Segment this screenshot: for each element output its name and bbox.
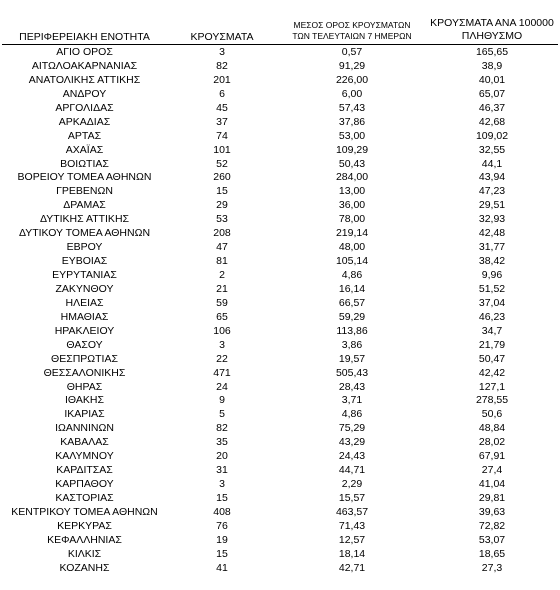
table-row bbox=[0, 74, 560, 88]
per-100k-cell: 38,9 bbox=[481, 59, 503, 72]
avg-7day-cell: 13,00 bbox=[338, 185, 366, 198]
avg-7day-cell: 44,71 bbox=[338, 464, 366, 477]
cases-cell: 59 bbox=[216, 296, 228, 309]
avg-7day-cell: 463,57 bbox=[335, 505, 369, 518]
region-cell: ΑΝΔΡΟΥ bbox=[62, 87, 107, 100]
table-row bbox=[0, 283, 560, 297]
cases-cell: 82 bbox=[216, 59, 228, 72]
cases-cell: 76 bbox=[216, 519, 228, 532]
per-100k-cell: 32,93 bbox=[478, 213, 506, 226]
per-100k-cell: 65,07 bbox=[478, 87, 506, 100]
cases-cell: 408 bbox=[213, 505, 231, 518]
avg-7day-cell: 28,43 bbox=[338, 380, 366, 393]
header-7day-average bbox=[278, 20, 426, 42]
avg-7day-cell: 2,29 bbox=[341, 478, 363, 491]
cases-cell: 22 bbox=[216, 352, 228, 365]
table-row bbox=[0, 506, 560, 520]
region-cell: ΑΧΑΪΑΣ bbox=[65, 143, 104, 156]
region-cell: ΑΙΤΩΛΟΑΚΑΡΝΑΝΙΑΣ bbox=[31, 59, 138, 72]
table-row bbox=[0, 436, 560, 450]
cases-cell: 106 bbox=[213, 324, 231, 337]
per-100k-cell: 165,65 bbox=[475, 46, 509, 58]
cases-cell: 3 bbox=[219, 46, 225, 58]
avg-7day-cell: 226,00 bbox=[335, 73, 369, 86]
avg-7day-cell: 36,00 bbox=[338, 199, 366, 212]
region-cell: ΓΡΕΒΕΝΩΝ bbox=[56, 185, 113, 198]
avg-7day-cell: 4,86 bbox=[341, 269, 363, 281]
table-row bbox=[0, 46, 560, 60]
cases-cell: 74 bbox=[216, 129, 228, 142]
avg-7day-cell: 24,43 bbox=[338, 450, 366, 463]
per-100k-cell: 29,51 bbox=[478, 199, 506, 212]
table-row bbox=[0, 520, 560, 534]
per-100k-cell: 278,55 bbox=[475, 394, 509, 407]
table-row bbox=[0, 450, 560, 464]
region-cell: ΗΛΕΙΑΣ bbox=[65, 296, 104, 309]
cases-cell: 5 bbox=[219, 408, 225, 421]
per-100k-cell: 40,01 bbox=[478, 73, 506, 86]
cases-cell: 9 bbox=[219, 394, 225, 407]
per-100k-cell: 67,91 bbox=[478, 450, 506, 463]
table-row bbox=[0, 102, 560, 116]
avg-7day-cell: 6,00 bbox=[341, 87, 363, 100]
table-row bbox=[0, 227, 560, 241]
table-row bbox=[0, 311, 560, 325]
table-row bbox=[0, 478, 560, 492]
cases-cell: 15 bbox=[216, 185, 228, 198]
per-100k-cell: 109,02 bbox=[475, 129, 509, 142]
table-row bbox=[0, 297, 560, 311]
per-100k-cell: 42,42 bbox=[478, 366, 506, 379]
region-cell: ΙΩΑΝΝΙΝΩΝ bbox=[55, 422, 114, 435]
cases-cell: 52 bbox=[216, 157, 228, 170]
region-cell: ΚΑΣΤΟΡΙΑΣ bbox=[55, 492, 114, 504]
cases-cell: 15 bbox=[216, 492, 228, 504]
table-row bbox=[0, 199, 560, 213]
table-row bbox=[0, 213, 560, 227]
region-cell: ΚΑΒΑΛΑΣ bbox=[60, 436, 109, 449]
header-cases-per-100k-line1: ΚΡΟΥΣΜΑΤΑ ΑΝΑ 100000 bbox=[430, 17, 554, 29]
cases-cell: 21 bbox=[216, 282, 228, 295]
header-cases-per-100k bbox=[425, 17, 559, 43]
region-cell: ΖΑΚΥΝΘΟΥ bbox=[55, 282, 114, 295]
per-100k-cell: 50,47 bbox=[478, 352, 506, 365]
per-100k-cell: 72,82 bbox=[478, 519, 506, 532]
region-cell: ΚΑΡΠΑΘΟΥ bbox=[55, 478, 114, 491]
region-cell: ΑΡΓΟΛΙΔΑΣ bbox=[55, 101, 114, 114]
table-row bbox=[0, 88, 560, 102]
avg-7day-cell: 48,00 bbox=[338, 241, 366, 254]
table-row bbox=[0, 534, 560, 548]
cases-cell: 29 bbox=[216, 199, 228, 212]
header-cases: ΚΡΟΥΣΜΑΤΑ bbox=[190, 31, 254, 43]
region-cell: ΘΑΣΟΥ bbox=[66, 338, 103, 351]
table-row bbox=[0, 60, 560, 74]
header-cases-per-100k-line2: ΠΛΗΘΥΣΜΟ bbox=[461, 30, 523, 42]
region-cell: ΚΙΛΚΙΣ bbox=[67, 547, 102, 560]
header-region: ΠΕΡΙΦΕΡΕΙΑΚΗ ΕΝΟΤΗΤΑ bbox=[19, 31, 150, 43]
cases-cell: 6 bbox=[219, 87, 225, 100]
avg-7day-cell: 37,86 bbox=[338, 115, 366, 128]
region-cell: ΗΜΑΘΙΑΣ bbox=[60, 310, 109, 323]
per-100k-cell: 46,37 bbox=[478, 101, 506, 114]
region-cell: ΘΕΣΠΡΩΤΙΑΣ bbox=[51, 352, 118, 365]
region-cell: ΚΟΖΑΝΗΣ bbox=[59, 561, 110, 574]
per-100k-cell: 53,07 bbox=[478, 533, 506, 546]
region-cell: ΚΑΡΔΙΤΣΑΣ bbox=[56, 464, 113, 477]
avg-7day-cell: 57,43 bbox=[338, 101, 366, 114]
avg-7day-cell: 12,57 bbox=[338, 533, 366, 546]
region-cell: ΒΟΡΕΙΟΥ ΤΟΜΕΑ ΑΘΗΝΩΝ bbox=[17, 171, 152, 184]
table-row bbox=[0, 255, 560, 269]
avg-7day-cell: 505,43 bbox=[335, 366, 369, 379]
region-cell: ΑΝΑΤΟΛΙΚΗΣ ΑΤΤΙΚΗΣ bbox=[28, 73, 141, 86]
cases-cell: 82 bbox=[216, 422, 228, 435]
table-row bbox=[0, 339, 560, 353]
region-cell: ΘΕΣΣΑΛΟΝΙΚΗΣ bbox=[43, 366, 126, 379]
per-100k-cell: 32,55 bbox=[478, 143, 506, 156]
avg-7day-cell: 18,14 bbox=[338, 547, 366, 560]
table-row bbox=[0, 130, 560, 144]
cases-cell: 2 bbox=[219, 269, 225, 281]
avg-7day-cell: 219,14 bbox=[335, 227, 369, 240]
cases-cell: 47 bbox=[216, 241, 228, 254]
per-100k-cell: 28,02 bbox=[478, 436, 506, 449]
region-cell: ΑΡΤΑΣ bbox=[67, 129, 102, 142]
per-100k-cell: 18,65 bbox=[478, 547, 506, 560]
per-100k-cell: 42,68 bbox=[478, 115, 506, 128]
table-row bbox=[0, 464, 560, 478]
cases-cell: 3 bbox=[219, 478, 225, 491]
cases-cell: 35 bbox=[216, 436, 228, 449]
per-100k-cell: 127,1 bbox=[478, 380, 506, 393]
table-row bbox=[0, 367, 560, 381]
region-cell: ΗΡΑΚΛΕΙΟΥ bbox=[54, 324, 115, 337]
table-row bbox=[0, 158, 560, 172]
header-divider bbox=[2, 44, 558, 45]
avg-7day-cell: 19,57 bbox=[338, 352, 366, 365]
avg-7day-cell: 16,14 bbox=[338, 282, 366, 295]
per-100k-cell: 41,04 bbox=[478, 478, 506, 491]
table-row bbox=[0, 144, 560, 158]
region-cell: ΚΕΝΤΡΙΚΟΥ ΤΟΜΕΑ ΑΘΗΝΩΝ bbox=[11, 505, 158, 518]
avg-7day-cell: 0,57 bbox=[341, 46, 363, 58]
avg-7day-cell: 109,29 bbox=[335, 143, 369, 156]
region-cell: ΘΗΡΑΣ bbox=[66, 380, 103, 393]
avg-7day-cell: 71,43 bbox=[338, 519, 366, 532]
per-100k-cell: 50,6 bbox=[481, 408, 503, 421]
table-row bbox=[0, 325, 560, 339]
per-100k-cell: 27,3 bbox=[481, 561, 503, 574]
avg-7day-cell: 3,86 bbox=[341, 338, 363, 351]
cases-cell: 20 bbox=[216, 450, 228, 463]
avg-7day-cell: 4,86 bbox=[341, 408, 363, 421]
region-cell: ΔΡΑΜΑΣ bbox=[63, 199, 106, 212]
per-100k-cell: 31,77 bbox=[478, 241, 506, 254]
region-cell: ΕΥΡΥΤΑΝΙΑΣ bbox=[52, 269, 117, 281]
region-cell: ΚΕΦΑΛΛΗΝΙΑΣ bbox=[47, 533, 122, 546]
avg-7day-cell: 113,86 bbox=[336, 324, 368, 337]
cases-cell: 45 bbox=[216, 101, 228, 114]
table-row bbox=[0, 422, 560, 436]
per-100k-cell: 29,81 bbox=[478, 492, 506, 504]
cases-cell: 31 bbox=[216, 464, 228, 477]
avg-7day-cell: 105,14 bbox=[335, 255, 369, 268]
cases-cell: 3 bbox=[219, 338, 225, 351]
table-row bbox=[0, 171, 560, 185]
avg-7day-cell: 59,29 bbox=[338, 310, 366, 323]
table-row bbox=[0, 269, 560, 283]
header-7day-average-line2: ΤΩΝ ΤΕΛΕΥΤΑΙΩΝ 7 ΗΜΕΡΩΝ bbox=[292, 31, 412, 41]
table-row bbox=[0, 408, 560, 422]
cases-cell: 101 bbox=[213, 143, 231, 156]
avg-7day-cell: 3,71 bbox=[341, 394, 363, 407]
region-cell: ΚΕΡΚΥΡΑΣ bbox=[57, 519, 112, 532]
per-100k-cell: 27,4 bbox=[481, 464, 503, 477]
avg-7day-cell: 91,29 bbox=[338, 59, 366, 72]
header-7day-average-line1: ΜΕΣΟΣ ΟΡΟΣ ΚΡΟΥΣΜΑΤΩΝ bbox=[293, 20, 411, 30]
per-100k-cell: 51,52 bbox=[478, 282, 506, 295]
region-cell: ΙΘΑΚΗΣ bbox=[65, 394, 104, 407]
cases-cell: 81 bbox=[216, 255, 228, 268]
per-100k-cell: 47,23 bbox=[478, 185, 506, 198]
cases-cell: 41 bbox=[216, 561, 228, 574]
region-cell: ΕΥΒΟΙΑΣ bbox=[61, 255, 108, 268]
per-100k-cell: 39,63 bbox=[478, 505, 506, 518]
table-row bbox=[0, 492, 560, 506]
per-100k-cell: 37,04 bbox=[478, 296, 506, 309]
cases-cell: 19 bbox=[216, 533, 228, 546]
table-row bbox=[0, 185, 560, 199]
region-cell: ΔΥΤΙΚΟΥ ΤΟΜΕΑ ΑΘΗΝΩΝ bbox=[18, 227, 151, 240]
table-row bbox=[0, 353, 560, 367]
region-cell: ΒΟΙΩΤΙΑΣ bbox=[60, 157, 109, 170]
table-row bbox=[0, 381, 560, 395]
cases-cell: 65 bbox=[216, 310, 228, 323]
table-row bbox=[0, 241, 560, 255]
table-body bbox=[0, 46, 560, 576]
cases-cell: 260 bbox=[213, 171, 231, 184]
cases-cell: 471 bbox=[213, 366, 231, 379]
avg-7day-cell: 50,43 bbox=[338, 157, 366, 170]
per-100k-cell: 46,23 bbox=[478, 310, 506, 323]
cases-cell: 53 bbox=[216, 213, 228, 226]
region-cell: ΑΡΚΑΔΙΑΣ bbox=[58, 115, 111, 128]
per-100k-cell: 34,7 bbox=[481, 324, 503, 337]
region-cell: ΔΥΤΙΚΗΣ ΑΤΤΙΚΗΣ bbox=[39, 213, 130, 226]
avg-7day-cell: 15,57 bbox=[338, 492, 366, 504]
cases-cell: 201 bbox=[213, 73, 231, 86]
per-100k-cell: 48,84 bbox=[478, 422, 506, 435]
cases-cell: 37 bbox=[216, 115, 228, 128]
cases-cell: 15 bbox=[216, 547, 228, 560]
per-100k-cell: 21,79 bbox=[478, 338, 506, 351]
region-cell: ΑΓΙΟ ΟΡΟΣ bbox=[56, 46, 113, 58]
table-row bbox=[0, 394, 560, 408]
region-cell: ΚΑΛΥΜΝΟΥ bbox=[55, 450, 114, 463]
per-100k-cell: 38,42 bbox=[478, 255, 506, 268]
avg-7day-cell: 284,00 bbox=[335, 171, 369, 184]
region-cell: ΕΒΡΟΥ bbox=[66, 241, 103, 254]
per-100k-cell: 44,1 bbox=[481, 157, 503, 170]
table-row bbox=[0, 116, 560, 130]
avg-7day-cell: 53,00 bbox=[338, 129, 366, 142]
per-100k-cell: 43,94 bbox=[478, 171, 506, 184]
avg-7day-cell: 75,29 bbox=[338, 422, 366, 435]
avg-7day-cell: 66,57 bbox=[338, 296, 366, 309]
avg-7day-cell: 78,00 bbox=[338, 213, 366, 226]
table-row bbox=[0, 548, 560, 562]
table-row bbox=[0, 562, 560, 576]
avg-7day-cell: 43,29 bbox=[338, 436, 366, 449]
avg-7day-cell: 42,71 bbox=[338, 561, 366, 574]
per-100k-cell: 42,48 bbox=[478, 227, 506, 240]
cases-cell: 24 bbox=[216, 380, 228, 393]
region-cell: ΙΚΑΡΙΑΣ bbox=[64, 408, 105, 421]
per-100k-cell: 9,96 bbox=[481, 269, 503, 281]
cases-cell: 208 bbox=[213, 227, 231, 240]
